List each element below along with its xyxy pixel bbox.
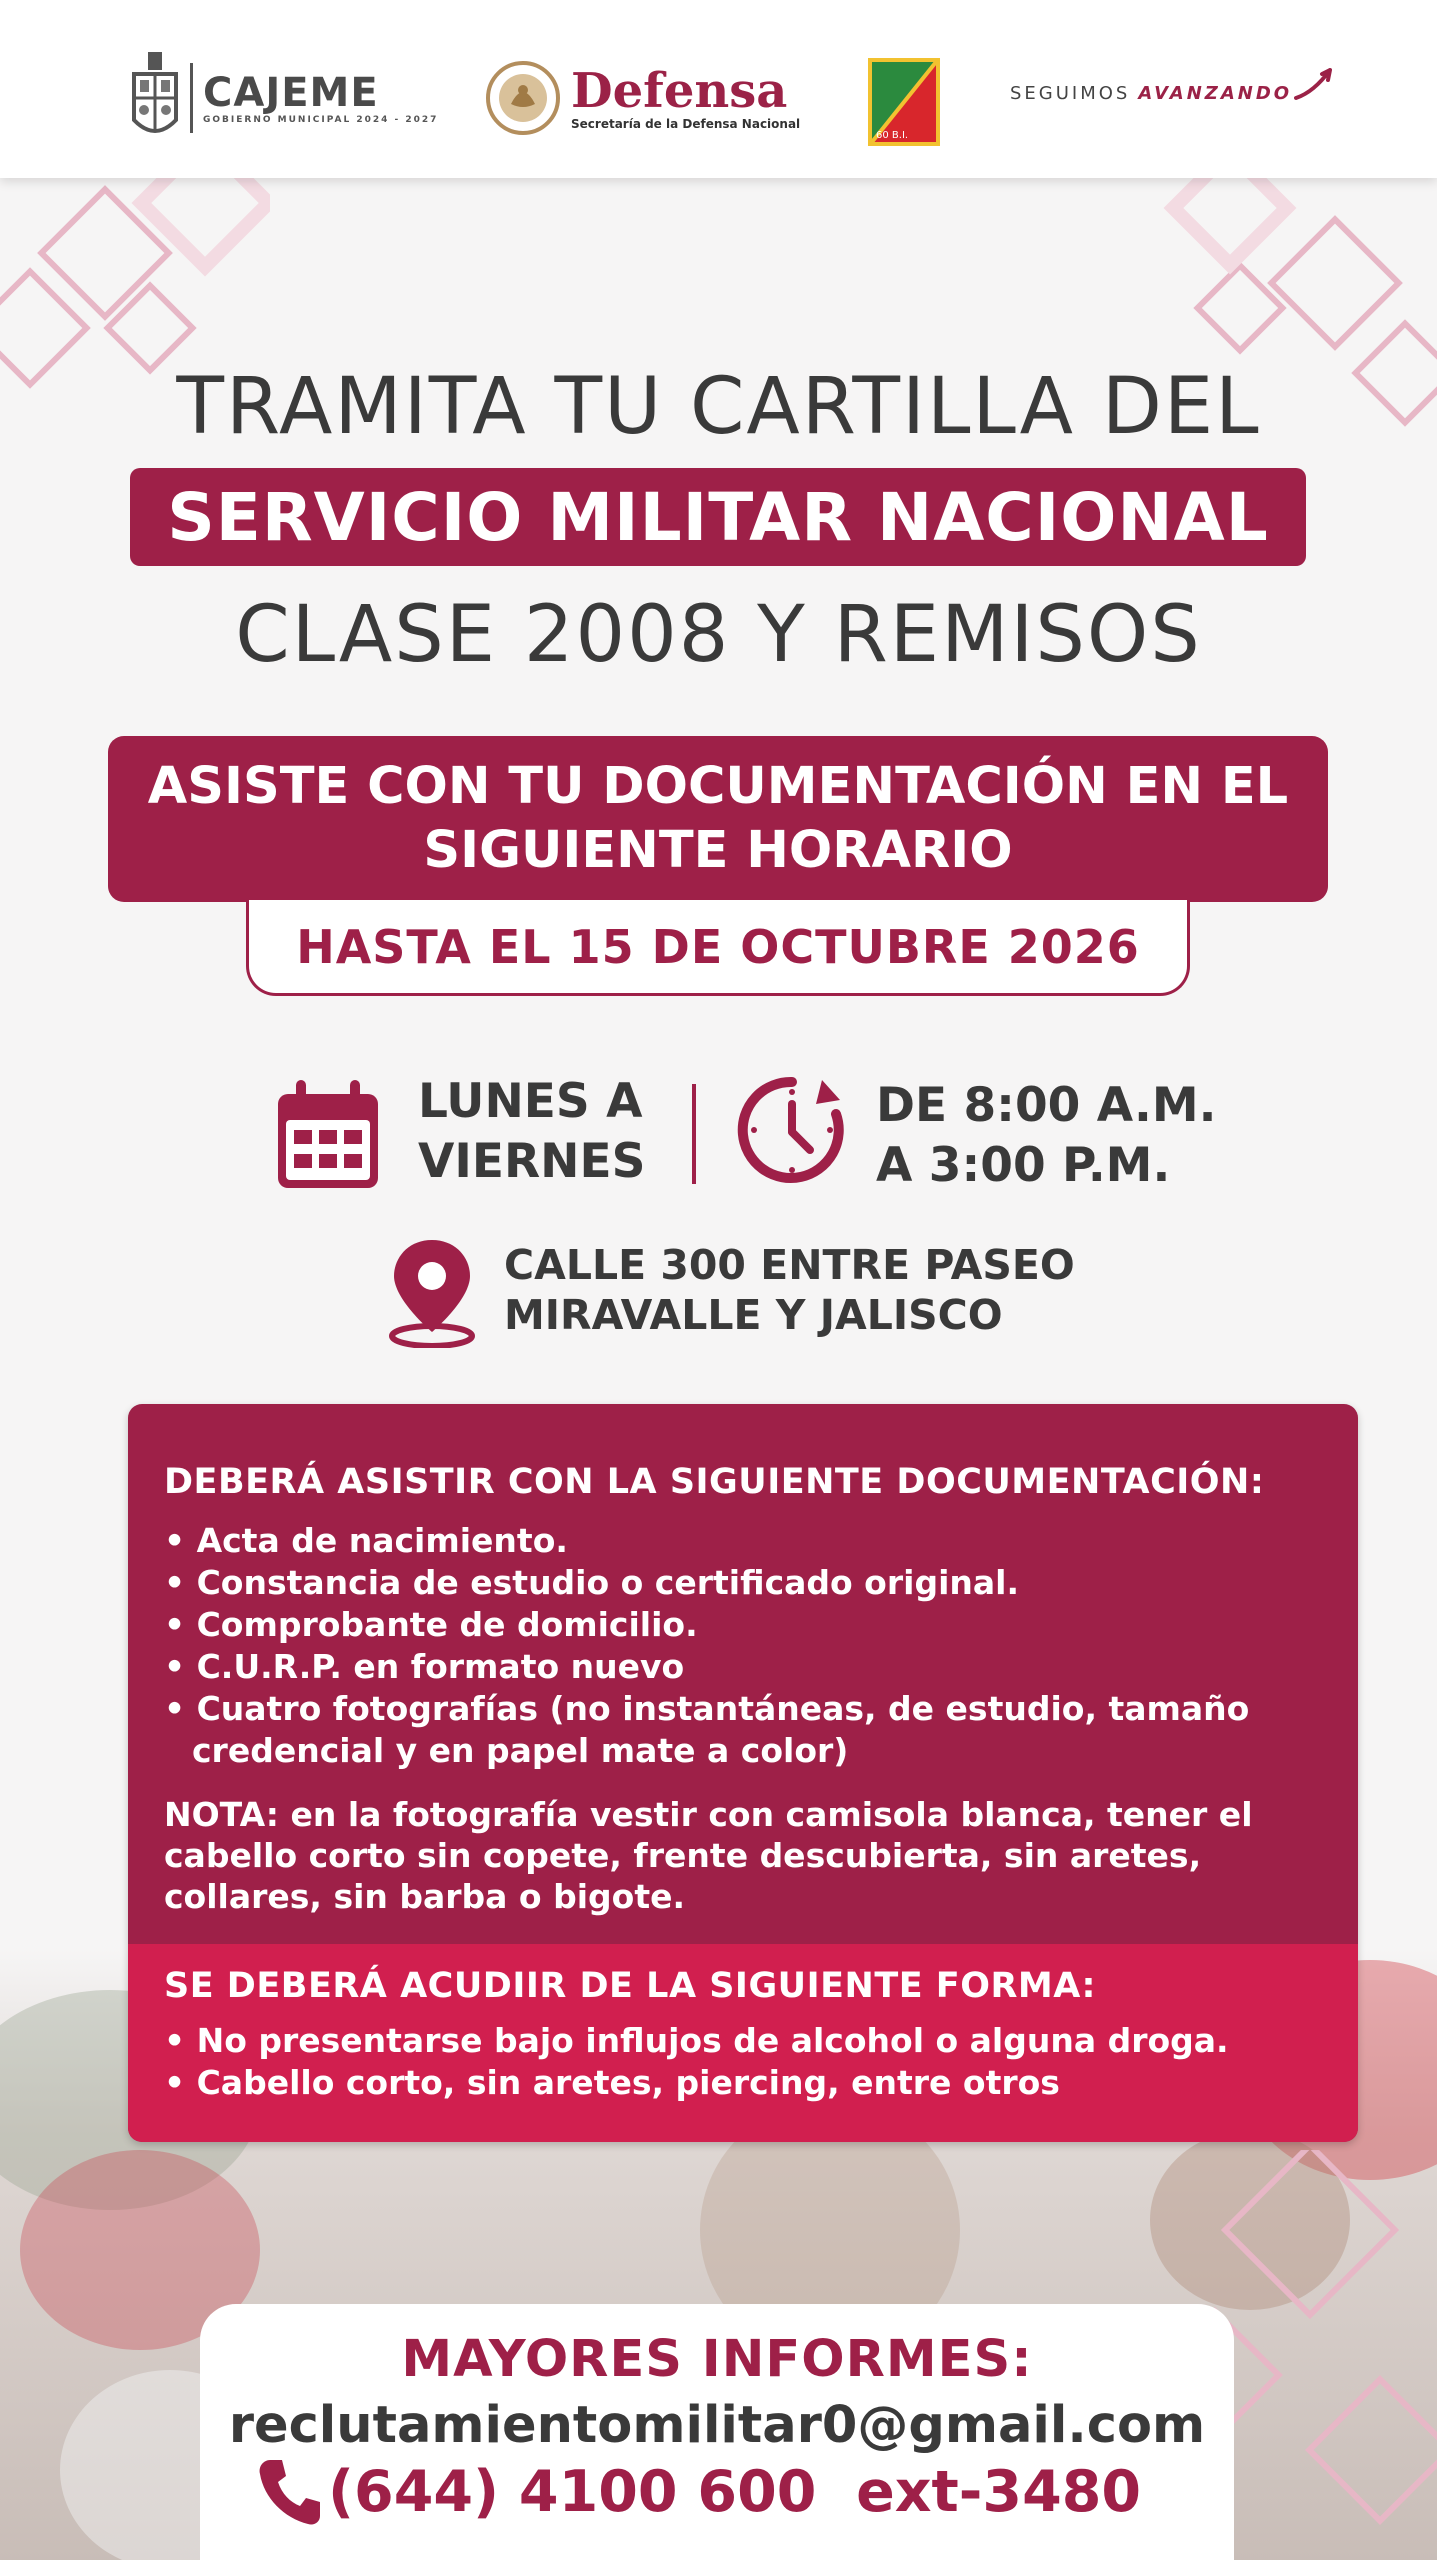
list-item: • Cabello corto, sin aretes, piercing, entre otros (164, 2063, 1060, 2102)
list-item: • Acta de nacimiento. (164, 1521, 568, 1560)
documentation-list (164, 1520, 1334, 1772)
headline-line3: CLASE 2008 Y REMISOS (235, 590, 1202, 680)
forma-section (128, 1944, 1358, 2142)
phone-icon (256, 2456, 322, 2528)
defensa-logo (485, 60, 800, 136)
days-line2: VIERNES (418, 1134, 646, 1189)
hours-text (876, 1076, 1216, 1196)
contact-phone-row[interactable] (256, 2456, 1141, 2528)
location-pin-icon (386, 1236, 478, 1348)
contact-phone: (644) 4100 600 ext-3480 (328, 2459, 1142, 2525)
seguimos-avanzando-logo (1010, 82, 1334, 104)
contact-title: MAYORES INFORMES: (401, 2330, 1033, 2389)
contact-card (200, 2304, 1234, 2560)
headline-line2: SERVICIO MILITAR NACIONAL (167, 478, 1269, 556)
hours-line1: DE 8:00 A.M. (876, 1078, 1217, 1133)
forma-heading: SE DEBERÁ ACUDIIR DE LA SIGUIENTE FORMA: (164, 1966, 1096, 2006)
address-line2: MIRAVALLE Y JALISCO (504, 1291, 1003, 1339)
documentation-card (128, 1404, 1358, 2142)
list-item: • Comprobante de domicilio. (164, 1605, 698, 1644)
cajeme-name: CAJEME (203, 70, 379, 116)
cajeme-divider (190, 63, 193, 133)
documentation-note: NOTA: en la fotografía vestir con camisola blanca, tener el cabello corto sin copete, frente descubierta, sin aretes, collares, sin barba o bigote. (164, 1795, 1253, 1916)
forma-list (164, 2020, 1334, 2104)
days-text (418, 1072, 645, 1192)
battalion-flag-logo (866, 56, 942, 148)
list-item: • C.U.R.P. en formato nuevo (164, 1647, 685, 1686)
header-bar (0, 0, 1437, 178)
headline-line1: TRAMITA TU CARTILLA DEL (176, 362, 1261, 452)
list-item: • No presentarse bajo influjos de alcohol o alguna droga. (164, 2021, 1229, 2060)
asiste-line1: ASISTE CON TU DOCUMENTACIÓN EN EL (147, 757, 1289, 816)
asiste-line2: SIGUIENTE HORARIO (423, 821, 1013, 880)
documentation-heading: DEBERÁ ASISTIR CON LA SIGUIENTE DOCUMENTACIÓN: (164, 1462, 1265, 1502)
flag-label: 60 B.I. (876, 130, 909, 141)
asiste-banner (108, 736, 1328, 902)
deadline-tab (246, 900, 1190, 996)
calendar-icon (274, 1080, 382, 1192)
days-line1: LUNES A (418, 1074, 643, 1129)
clock-icon (736, 1074, 848, 1186)
slogan-part1: SEGUIMOS (1010, 82, 1131, 104)
list-item: • Constancia de estudio o certificado original. (164, 1563, 1019, 1602)
arrow-swoosh-icon (1294, 64, 1334, 104)
contact-email[interactable]: reclutamientomilitar0@gmail.com (228, 2396, 1206, 2455)
slogan-part2: AVANZANDO (1138, 82, 1293, 104)
address-line1: CALLE 300 ENTRE PASEO (504, 1241, 1075, 1289)
headline-highlight-box (130, 468, 1306, 566)
address-text (504, 1240, 1075, 1340)
list-item: • Cuatro fotografías (no instantáneas, de estudio, tamaño credencial y en papel mate a color) (164, 1689, 1250, 1770)
schedule-divider (692, 1084, 696, 1184)
cajeme-logo (130, 50, 438, 146)
battalion-flag-icon (866, 56, 942, 148)
deadline-text: HASTA EL 15 DE OCTUBRE 2026 (296, 919, 1140, 974)
national-seal-icon (485, 60, 561, 136)
defensa-subtitle: Secretaría de la Defensa Nacional (571, 117, 801, 131)
cajeme-subtitle: GOBIERNO MUNICIPAL 2024 - 2027 (203, 115, 439, 125)
defensa-name: Defensa (571, 63, 788, 119)
hours-line2: A 3:00 P.M. (876, 1138, 1171, 1193)
cajeme-crest-icon (130, 50, 180, 146)
